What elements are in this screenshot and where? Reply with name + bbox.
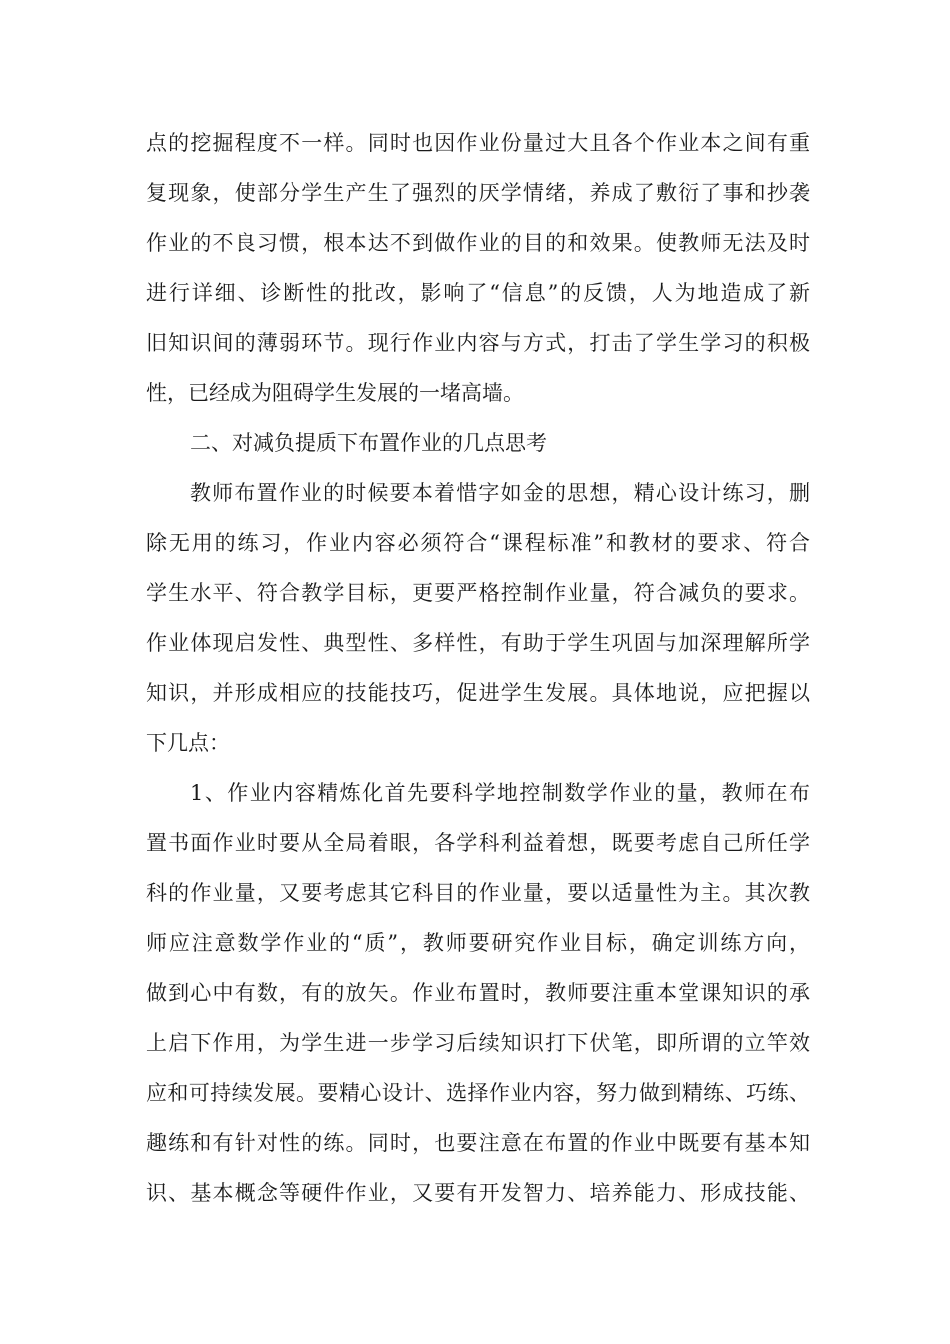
text-line: 教师布置作业的时候要本着惜字如金的思想，精心设计练习，删 [190,481,810,505]
text-line: 下几点： [146,731,230,755]
text-line: 除无用的练习，作业内容必须符合“课程标准”和教材的要求、符合 [146,531,810,555]
text-line: 作业体现启发性、典型性、多样性，有助于学生巩固与加深理解所学 [146,631,810,655]
text-line: 上启下作用，为学生进一步学习后续知识打下伏笔，即所谓的立竿效 [146,1031,810,1055]
document-body [146,118,810,1218]
text-line: 旧知识间的薄弱环节。现行作业内容与方式，打击了学生学习的积极 [146,331,810,355]
text-line: 置书面作业时要从全局着眼，各学科利益着想，既要考虑自己所任学 [146,831,810,855]
text-line: 进行详细、诊断性的批改，影响了“信息”的反馈，人为地造成了新 [146,281,810,305]
text-line: 点的挖掘程度不一样。同时也因作业份量过大且各个作业本之间有重 [146,131,810,155]
text-line: 知识，并形成相应的技能技巧，促进学生发展。具体地说，应把握以 [146,681,810,705]
text-line: 复现象，使部分学生产生了强烈的厌学情绪，养成了敷衍了事和抄袭 [146,181,810,205]
text-line: 学生水平、符合教学目标，更要严格控制作业量，符合减负的要求。 [146,581,810,605]
text-line: 趣练和有针对性的练。同时，也要注意在布置的作业中既要有基本知 [146,1131,810,1155]
section-heading: 二、对减负提质下布置作业的几点思考 [190,431,547,455]
text-line: 应和可持续发展。要精心设计、选择作业内容，努力做到精练、巧练、 [146,1081,810,1105]
text-line: 做到心中有数，有的放矢。作业布置时，教师要注重本堂课知识的承 [146,981,810,1005]
text-line: 师应注意数学作业的“质”，教师要研究作业目标，确定训练方向， [146,931,810,955]
text-line: 1、作业内容精炼化首先要科学地控制数学作业的量，教师在布 [190,781,810,805]
text-line: 科的作业量，又要考虑其它科目的作业量，要以适量性为主。其次教 [146,881,810,905]
text-line: 作业的不良习惯，根本达不到做作业的目的和效果。使教师无法及时 [146,231,810,255]
text-line: 性，已经成为阻碍学生发展的一堵高墙。 [146,381,524,405]
text-line: 识、基本概念等硬件作业，又要有开发智力、培养能力、形成技能、 [146,1181,810,1205]
